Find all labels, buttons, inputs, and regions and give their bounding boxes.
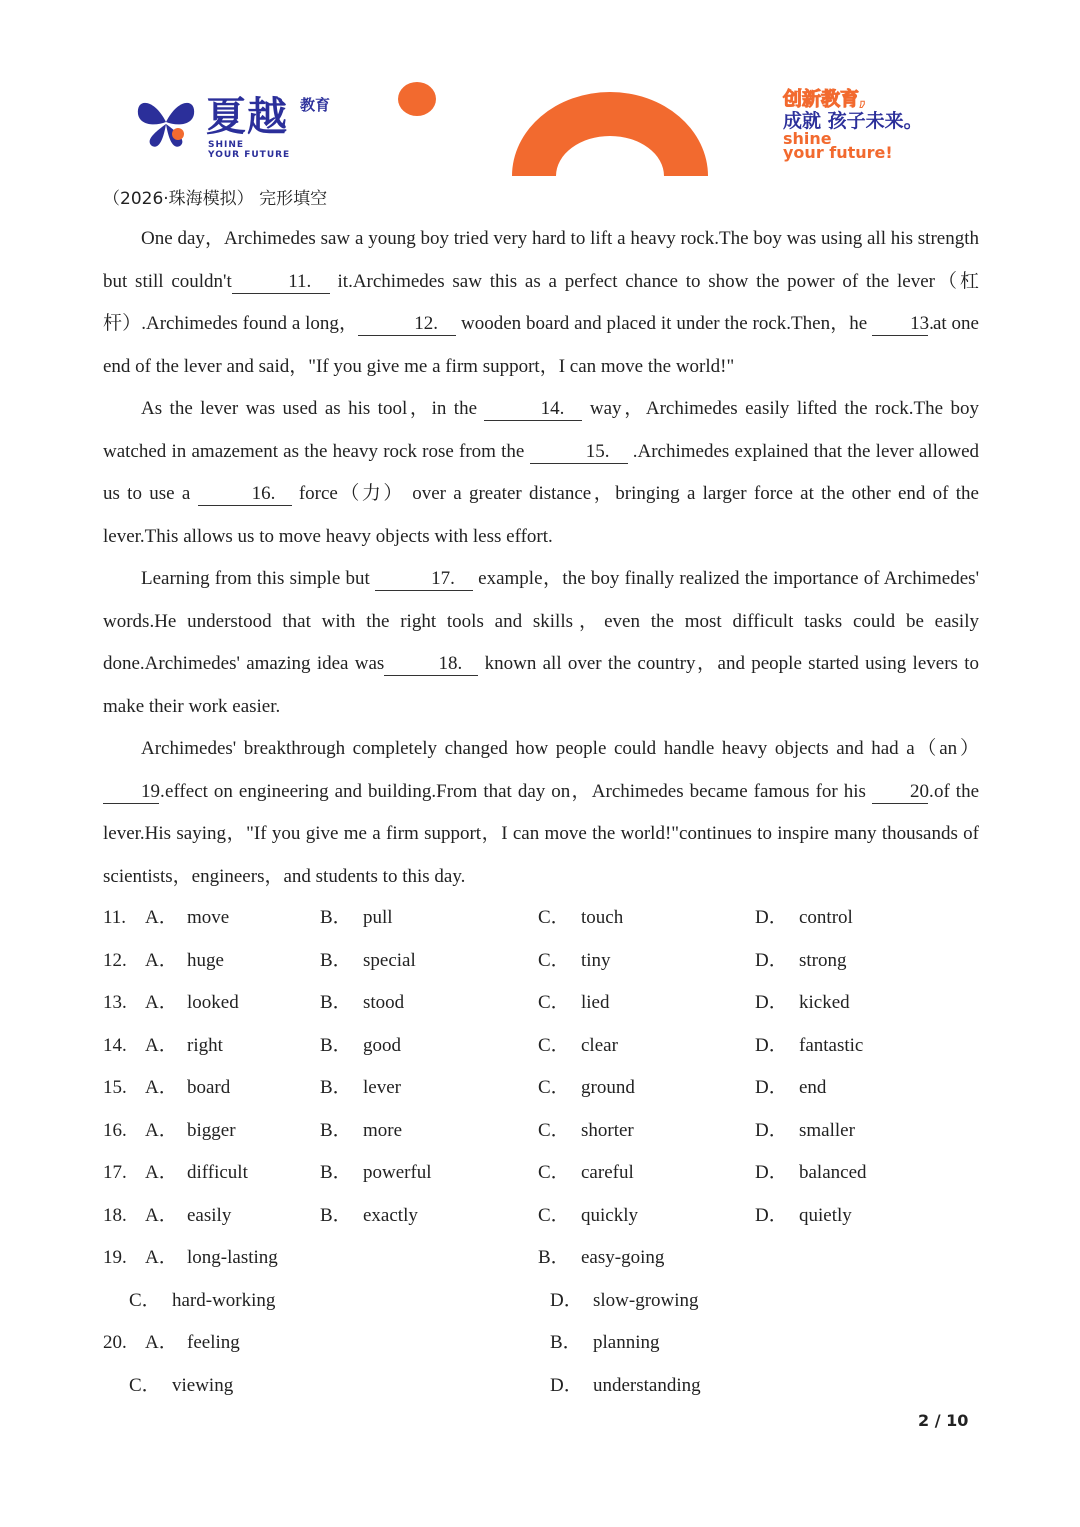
passage-text: example，the boy finally realized the importance of Archimedes' words.He understood that with the right tools and skills，even the most difficult tasks could be easily done.Archimedes' amazing idea was — [103, 568, 979, 674]
option-letter: C． — [538, 949, 570, 971]
option-letter: C． — [538, 1204, 570, 1226]
passage-text: of the lever.His saying，"If you give me a firm support，I can move the world!"continues to inspire many thousands of scientists，engineers，and students to this day. — [103, 780, 979, 887]
option-b[interactable]: powerful — [363, 1162, 432, 1183]
logo-tagline-line1: SHINE — [208, 140, 245, 150]
option-c[interactable]: lied — [581, 992, 610, 1013]
question-row — [103, 940, 1003, 983]
page-number: 2 / 10 — [918, 1411, 969, 1430]
option-d[interactable]: strong — [799, 949, 847, 971]
option-letter: A． — [145, 1119, 178, 1141]
option-c[interactable]: viewing — [172, 1374, 234, 1396]
option-a[interactable]: move — [187, 907, 230, 928]
option-d[interactable]: end — [799, 1077, 827, 1098]
logo-tagline-line2: YOUR FUTURE — [208, 150, 291, 160]
option-d[interactable]: slow-growing — [593, 1289, 699, 1311]
blank-14: 14. — [484, 398, 582, 421]
option-letter: C． — [538, 1162, 570, 1183]
option-d[interactable]: kicked — [799, 992, 850, 1013]
passage-text: One day，Archimedes saw a young boy tried very hard to lift a heavy rock.The boy was using all his strength but still couldn't — [103, 228, 979, 292]
option-b[interactable]: planning — [593, 1332, 660, 1353]
option-letter: B． — [320, 1077, 352, 1098]
question-row — [103, 1025, 1003, 1068]
option-letter: C． — [538, 1034, 570, 1056]
option-a[interactable]: difficult — [187, 1162, 248, 1183]
option-a[interactable]: long-lasting — [187, 1247, 278, 1268]
blank-17: 17. — [375, 568, 473, 591]
option-a[interactable]: bigger — [187, 1119, 236, 1141]
option-letter: C． — [538, 992, 570, 1013]
slogan-line3: shine — [783, 129, 832, 148]
question-row — [103, 1237, 1003, 1280]
option-letter: B． — [320, 1162, 352, 1183]
decorative-arch-icon — [512, 92, 708, 176]
question-row — [103, 1152, 1003, 1195]
paragraph-4 — [103, 728, 979, 898]
option-letter: C． — [129, 1374, 161, 1396]
option-b[interactable]: more — [363, 1119, 403, 1141]
option-letter: B． — [320, 907, 352, 928]
paragraph-3 — [103, 558, 979, 728]
cloze-passage — [103, 218, 979, 898]
option-c[interactable]: careful — [581, 1162, 634, 1183]
option-a[interactable]: easily — [187, 1204, 232, 1226]
option-b[interactable]: special — [363, 949, 416, 971]
option-letter: B． — [320, 992, 352, 1013]
option-d[interactable]: control — [799, 907, 853, 928]
question-number: 20. — [103, 1332, 127, 1353]
question-row-continued — [103, 1280, 1003, 1323]
question-number: 11. — [103, 907, 127, 928]
question-row — [103, 982, 1003, 1025]
option-c[interactable]: hard-working — [172, 1289, 276, 1311]
paragraph-1 — [103, 218, 979, 388]
question-number: 19. — [103, 1247, 127, 1268]
question-number: 17. — [103, 1162, 127, 1183]
option-b[interactable]: exactly — [363, 1204, 418, 1226]
option-letter: D． — [755, 992, 788, 1013]
butterfly-logo-icon — [134, 96, 198, 148]
blank-20: 20. — [872, 781, 928, 804]
passage-text: Archimedes' breakthrough completely changed how people could handle heavy objects and had a（an） — [141, 738, 979, 759]
passage-text: effect on engineering and building.From that day on，Archimedes became famous for his — [159, 780, 872, 802]
option-d[interactable]: balanced — [799, 1162, 867, 1183]
exercise-source: （2026·珠海模拟） 完形填空 — [103, 189, 328, 209]
passage-text: at one end of the lever and said，"If you give me a firm support，I can move the world!" — [103, 313, 979, 377]
question-number: 18. — [103, 1204, 127, 1226]
slogan-line2: 成就 孩子未来。 — [783, 110, 923, 132]
option-letter: A． — [145, 1162, 178, 1183]
option-c[interactable]: touch — [581, 907, 624, 928]
option-d[interactable]: smaller — [799, 1119, 855, 1141]
question-row — [103, 1322, 1003, 1365]
blank-13: 13. — [872, 313, 928, 336]
blank-19: 19. — [103, 781, 159, 804]
blank-12: 12. — [358, 313, 456, 336]
option-letter: D． — [755, 1119, 788, 1141]
option-letter: B． — [538, 1247, 570, 1268]
passage-text: .Archimedes explained that the lever allowed us to use a — [103, 440, 979, 504]
question-row — [103, 1195, 1003, 1238]
option-letter: B． — [550, 1332, 582, 1353]
option-c[interactable]: quickly — [581, 1204, 638, 1226]
option-c[interactable]: shorter — [581, 1119, 634, 1141]
logo-chinese-name: 夏越 — [206, 94, 288, 140]
option-c[interactable]: clear — [581, 1034, 618, 1056]
question-row — [103, 897, 1003, 940]
passage-text: Learning from this simple but — [141, 568, 375, 589]
option-d[interactable]: understanding — [593, 1374, 701, 1396]
passage-text: it.Archimedes saw this as a perfect chance to show the power of the lever（杠杆）.Archimedes found a long， — [103, 270, 980, 334]
option-letter: B． — [320, 1204, 352, 1226]
option-letter: A． — [145, 1034, 178, 1056]
passage-text: force（力） over a greater distance，bringing a larger force at the other end of the lever.This allows us to move heavy objects with less effort. — [103, 483, 979, 547]
option-a[interactable]: board — [187, 1077, 231, 1098]
question-number: 16. — [103, 1119, 127, 1141]
option-letter: A． — [145, 1332, 178, 1353]
question-number: 14. — [103, 1034, 127, 1056]
option-letter: A． — [145, 1247, 178, 1268]
logo-edu-label: 教育 — [300, 96, 331, 114]
option-c[interactable]: tiny — [581, 949, 611, 971]
option-c[interactable]: ground — [581, 1077, 635, 1098]
question-number: 15. — [103, 1077, 127, 1098]
question-number: 13. — [103, 992, 127, 1013]
question-row — [103, 1067, 1003, 1110]
question-row-continued — [103, 1365, 1003, 1408]
brand-logo — [134, 92, 354, 162]
option-letter: A． — [145, 992, 178, 1013]
option-a[interactable]: right — [187, 1034, 223, 1056]
option-b[interactable]: lever — [363, 1077, 401, 1098]
blank-11: 11. — [232, 271, 330, 294]
paragraph-2 — [103, 388, 979, 558]
blank-18: 18. — [384, 653, 478, 676]
option-letter: D． — [755, 949, 788, 971]
option-letter: D． — [755, 1034, 788, 1056]
option-letter: B． — [320, 1034, 352, 1056]
option-b[interactable]: stood — [363, 992, 405, 1013]
option-letter: A． — [145, 1077, 178, 1098]
option-b[interactable]: good — [363, 1034, 401, 1056]
option-d[interactable]: fantastic — [799, 1034, 864, 1056]
option-letter: C． — [129, 1289, 161, 1311]
page-header — [0, 0, 1080, 190]
blank-16: 16. — [198, 483, 292, 506]
option-b[interactable]: pull — [363, 907, 393, 928]
option-letter: D． — [755, 1077, 788, 1098]
option-letter: D． — [755, 907, 788, 928]
option-letter: C． — [538, 1077, 570, 1098]
logo-english-tagline — [208, 140, 290, 160]
option-b[interactable]: easy-going — [581, 1247, 665, 1268]
decorative-dot — [398, 82, 436, 116]
brand-slogan — [783, 88, 963, 160]
option-a[interactable]: looked — [187, 992, 239, 1013]
passage-text: way，Archimedes easily lifted the rock.The boy watched in amazement as the heavy rock rose from the — [103, 398, 979, 462]
option-letter: D． — [755, 1162, 788, 1183]
passage-text: As the lever was used as his tool，in the — [141, 398, 485, 419]
option-letter: C． — [538, 1119, 570, 1141]
slogan-line4: your future! — [783, 143, 893, 162]
option-letter: C． — [538, 907, 570, 928]
option-a[interactable]: huge — [187, 949, 224, 971]
option-letter: A． — [145, 949, 178, 971]
passage-text: known all over the country，and people started using levers to make their work easier. — [103, 653, 979, 717]
option-d[interactable]: quietly — [799, 1204, 852, 1226]
answer-options — [103, 897, 1003, 1407]
option-letter: D． — [755, 1204, 788, 1226]
option-letter: B． — [320, 949, 352, 971]
question-row — [103, 1110, 1003, 1153]
slogan-line1: 创新教育, — [783, 88, 867, 110]
blank-15: 15. — [530, 441, 628, 464]
option-letter: B． — [320, 1119, 352, 1141]
option-letter: A． — [145, 907, 178, 928]
passage-text: wooden board and placed it under the rock.Then，he — [456, 313, 873, 334]
option-a[interactable]: feeling — [187, 1332, 240, 1353]
option-letter: A． — [145, 1204, 178, 1226]
question-number: 12. — [103, 949, 127, 971]
option-letter: D． — [550, 1374, 583, 1396]
option-letter: D． — [550, 1289, 583, 1311]
